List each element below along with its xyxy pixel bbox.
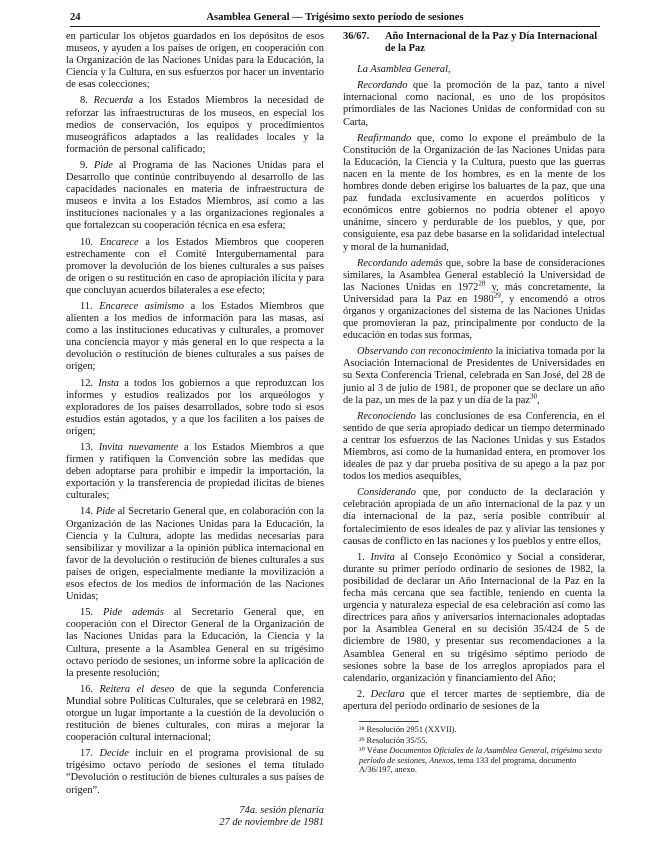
paragraph-15: 15. Pide además al Secretario General que, en cooperación con el Director General de la Organización de las Naciones Unidas para la Educación, la Ciencia y la Cultura, presente a la Asamblea General en su trigésimo octavo período de sesiones, un informe sobre la aplicación de la presente resolución; xyxy=(66,607,324,679)
resolution-title: Año Internacional de la Paz y Día Internacional de la Paz xyxy=(385,31,598,55)
resolution-number: 36/67. xyxy=(343,31,370,42)
paragraph-9: 9. Pide al Programa de las Naciones Unidas para el Desarrollo que continúe contribuyendo al desarrollo de las capacidades nacionales en materia de infraestructura de museos e invita a los Estados Miembros, así como a las instituciones nacionales y a las organizaciones regionales a que fortalezcan su cooperación técnica en esa esfera; xyxy=(66,159,324,232)
footnote-ref[interactable]: 29 xyxy=(493,291,501,300)
operative-verb: Invita nuevamente xyxy=(98,442,179,453)
footnote-ref[interactable]: 28 xyxy=(478,279,486,288)
plenary-signature: 74a. sesión plenaria 27 de noviembre de 1981 xyxy=(219,804,324,828)
operative-verb: Pide xyxy=(95,506,115,518)
operative-verb: Encarece asimismo xyxy=(99,300,184,312)
preamble-4: Observando con reconocimiento la iniciativa tomada por la Asociación Internacional de Presidentes de Universidades en su Sexta Conferencia Trienal, celebrada en San José, del 28 de junio al 3 de julio de 1981, de proponer que se declare un año de la paz, un mes de la paz y un día de la paz$^{30}$, xyxy=(343,346,605,406)
paragraph-continued: en particular los objetos guardados en los depósitos de esos museos, y ayuden a los países de origen, en cooperación con la Organización de las Naciones Unidas para la Educación, la Ciencia y la Cultura, en sus esfuerzos por hacer un inventario de esas colecciones; xyxy=(66,31,324,91)
footnote-30: ³⁰ Véase Documentos Oficiales de la Asamblea General, trigésimo sexto período de sesiones, Anexos, tema 133 del programa, documento A/36/197, anexo. xyxy=(359,746,602,775)
footnote-28: ²⁸ Resolución 2951 (XXVII). xyxy=(359,724,457,734)
preamble-1: Recordando que la promoción de la paz, tanto a nivel internacional como nacional, es uno de los propósitos primordiales de las Naciones Unidas de conformidad con su Carta, xyxy=(343,80,605,128)
operative-1: 1. Invita al Consejo Económico y Social a considerar, durante su primer período ordinario de sesiones de 1982, la posibilidad de declarar un Año Internacional de la Paz en la fecha más cercana que sea factible, teniendo en cuenta la urgencia y naturaleza especial de esa celebración así como las directrices para años y aniversarios internacionales adoptadas por la Asamblea General en su decisión 35/424 de 5 de diciembre de 1980, y presentar sus recomendaciones a la Asamblea General en su trigésimo séptimo período de sesiones sobre la base de los arreglos apropiados para el calendario, organización y financiamiento del Año; xyxy=(343,551,605,684)
left-column xyxy=(66,31,324,829)
paragraph-14: 14. Pide al Secretario General que, en colaboración con la Organización de las Naciones Unidas para la Educación, la Ciencia y la Cultura, adopte las medidas necesarias para sensibilizar y movilizar a la opinión pública internacional en favor de la devolución o restitución de bienes culturales a sus países de origen, especialmente mediante la movilización a esos efectos de los medios de información de las Naciones Unidas; xyxy=(66,506,324,603)
operative-verb: Encarece xyxy=(99,236,139,248)
operative-verb: Pide además xyxy=(103,607,164,619)
footnote-rule xyxy=(359,721,419,722)
running-header xyxy=(70,8,600,27)
resolution-heading xyxy=(343,31,605,55)
paragraph-10: 10. Encarece a los Estados Miembros que cooperen estrechamente con el Comité Intergubernamental para promover la devolución de los bienes culturales a sus países de origen o su restitución en caso de apropiación ilícita y para que concluyan acuerdos bilaterales a ese efecto; xyxy=(66,236,324,296)
paragraph-17: 17. Decide incluir en el programa provisional de su trigésimo octavo período de sesiones el tema titulado “Devolución o restitución de bienes culturales a sus países de origen”. xyxy=(66,748,324,796)
operative-2: 2. Declara que el tercer martes de septiembre, día de apertura del período ordinario de sesiones de la xyxy=(343,688,605,712)
operative-verb: Insta xyxy=(98,377,120,389)
paragraph-13: 13. Invita nuevamente a los Estados Miembros a que firmen y ratifiquen la Convención sobre las medidas que deben adoptarse para prohibir e impedir la importación, la exportación y la transferencia de propiedad ilícitas de bienes culturales; xyxy=(66,442,324,502)
assembly-line: La Asamblea General, xyxy=(357,64,451,76)
page-number: 24 xyxy=(70,12,81,23)
paragraph-8: 8. Recuerda a los Estados Miembros la necesidad de reforzar las infraestructuras de los museos, en especial los medios de conservación, los equipos y procedimientos museográficos adaptados a las realidades locales y la formación de personal calificado; xyxy=(66,95,324,155)
footnote-ref[interactable]: 30 xyxy=(529,392,537,401)
paragraph-11: 11. Encarece asimismo a los Estados Miembros que alienten a los medios de información para las masas, así como a las instituciones educativas y culturales, a promover una conciencia mayor y más general en lo que respecta a la devolución o restitución de bienes culturales a sus países de origen; xyxy=(66,300,324,373)
operative-verb: Reitera el deseo xyxy=(99,683,175,695)
operative-verb: Decide xyxy=(99,748,129,760)
paragraph-16: 16. Reitera el deseo de que la segunda Conferencia Mundial sobre Políticas Culturales, que se celebrará en 1982, otorgue un lugar importante a la cuestión de la devolución o restitución de bienes culturales, con miras a mejorar la cooperación cultural internacional; xyxy=(66,683,324,744)
preamble-2: Reafirmando que, como lo expone el preámbulo de la Constitución de la Organización de las Naciones Unidas para la Educación, la Ciencia y la Cultura, puesto que las guerras nacen en la mente de los hombres, es en la mente de los hombres donde deben erigirse los baluartes de la paz, que una paz fundada exclusivamente en acuerdos políticos y económicos entre gobiernos no podría obtener el apoyo unánime, sincero y perdurable de los pueblos, y que, por consiguiente, esa paz debe basarse en la solidaridad intelectual y moral de la humanidad, xyxy=(343,132,605,253)
right-column xyxy=(343,31,605,776)
running-title: Asamblea General — Trigésimo sexto período de sesiones xyxy=(206,12,464,23)
operative-verb: Recuerda xyxy=(93,95,134,107)
preamble-5: Reconociendo las conclusiones de esa Conferencia, en el sentido de que sería apropiado dedicar un tiempo determinado a centrar los esfuerzos de las Naciones Unidas y sus Estados Miembros, así como de la humanidad entera, en promover los ideales de paz y dar prueba positiva de su apego a la paz por todos los medios asequibles, xyxy=(343,410,605,483)
footnote-29: ²⁹ Resolución 35/55. xyxy=(359,735,428,745)
operative-verb: Pide xyxy=(93,159,113,171)
preamble-3: Recordando además que, sobre la base de consideraciones similares, la Asamblea General estableció la Universidad de las Naciones Unidas en 1972$^{28}$ y, más concretamente, la Universidad para la Paz en 1980$^{29}$, y encomendó a otros órganos y organizaciones del sistema de las Naciones Unidas que promovieran la paz, principalmente por conducto de la educación en todas sus formas, xyxy=(343,257,606,342)
preamble-6: Considerando que, por conducto de la declaración y celebración apropiada de un año internacional de la paz y un día internacional de la paz, sería posible contribuir al fortalecimiento de esos ideales de paz y aliviar las tensiones y causas de conflicto en las naciones y los pueblos y entre ellos, xyxy=(343,487,605,547)
paragraph-12: 12. Insta a todos los gobiernos a que reproduzcan los informes y estudios realizados por los arqueólogos y exploradores de los países desarrollados, sobre todo si esos estudios están agotados, y a que los faciliten a los países de origen; xyxy=(66,377,324,437)
